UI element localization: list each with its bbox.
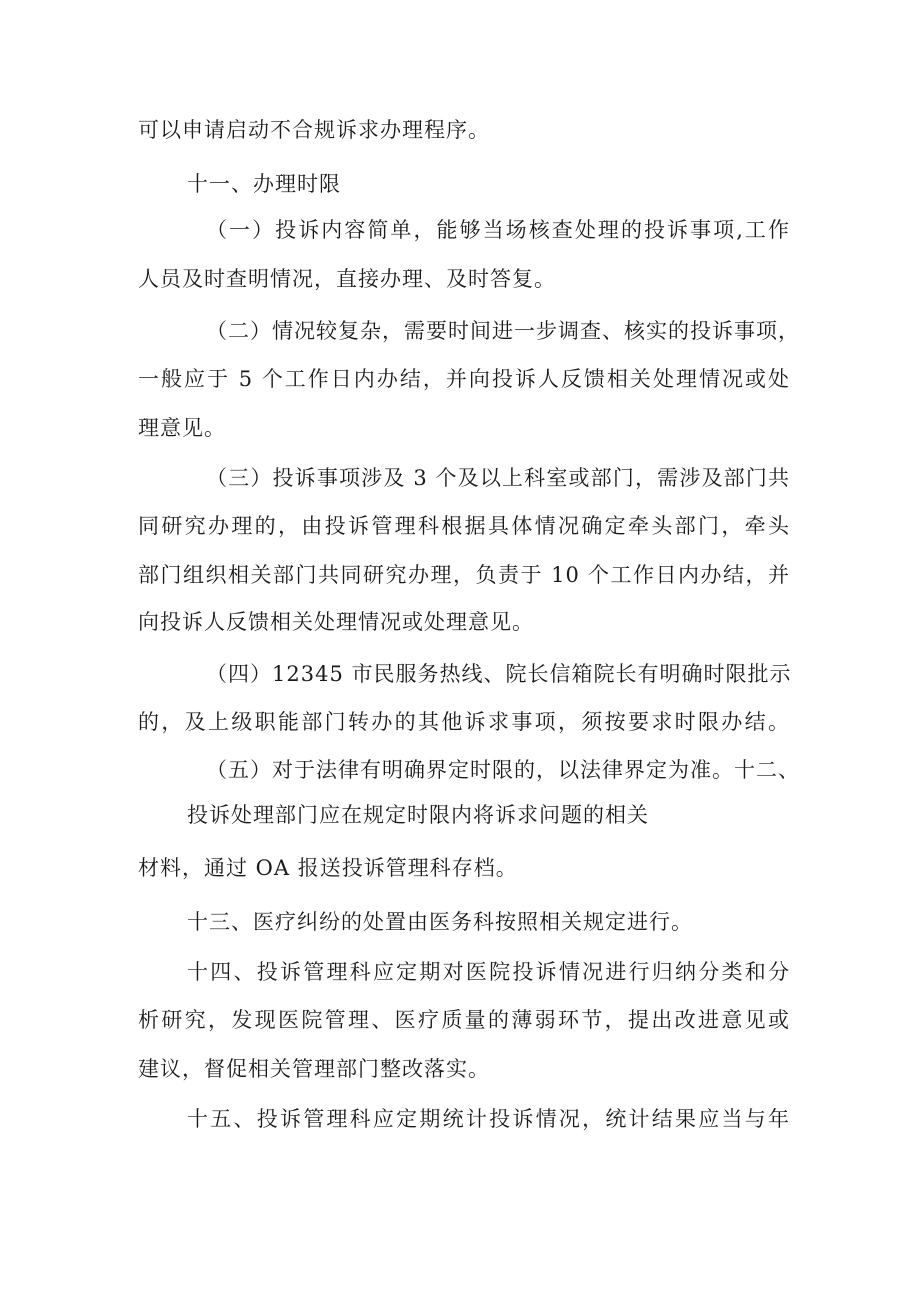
text-line: 理意见。 xyxy=(138,416,226,440)
text-line: 可以申请启动不合规诉求办理程序。 xyxy=(138,118,490,142)
text-line: 投诉处理部门应在规定时限内将诉求问题的相关 xyxy=(187,803,649,827)
text-line: 建议，督促相关管理部门整改落实。 xyxy=(138,1057,490,1081)
section-heading: 十四、投诉管理科应定期对医院投诉情况进行归纳分类和分 xyxy=(187,960,790,984)
text-line: （四）12345 市民服务热线、院长信箱院长有明确时限批示 xyxy=(206,662,792,686)
text-line: 析研究，发现医院管理、医疗质量的薄弱环节，提出改进意见或 xyxy=(138,1008,790,1032)
text-line: 同研究办理的，由投诉管理科根据具体情况确定牵头部门，牵头 xyxy=(138,514,790,538)
text-line: 材料，通过 OA 报送投诉管理科存档。 xyxy=(138,856,518,880)
text-line: 人员及时查明情况，直接办理、及时答复。 xyxy=(138,267,556,291)
text-line: 一般应于 5 个工作日内办结，并向投诉人反馈相关处理情况或处 xyxy=(138,367,790,391)
text-line: 向投诉人反馈相关处理情况或处理意见。 xyxy=(138,610,534,634)
section-heading: 十三、医疗纠纷的处置由医务科按照相关规定进行。 xyxy=(187,910,693,934)
text-line: （五）对于法律有明确界定时限的，以法律界定为准。十二、 xyxy=(206,758,800,782)
text-line: 的，及上级职能部门转办的其他诉求事项，须按要求时限办结。 xyxy=(138,710,790,734)
text-line: （一）投诉内容简单，能够当场核查处理的投诉事项,工作 xyxy=(206,218,790,242)
section-heading: 十五、投诉管理科应定期统计投诉情况，统计结果应当与年 xyxy=(187,1107,790,1131)
section-heading: 十一、办理时限 xyxy=(187,172,341,196)
text-line: 部门组织相关部门共同研究办理，负责于 10 个工作日内办结，并 xyxy=(138,563,790,587)
text-line: （二）情况较复杂，需要时间进一步调查、核实的投诉事项， xyxy=(206,319,800,343)
text-line: （三）投诉事项涉及 3 个及以上科室或部门，需涉及部门共 xyxy=(206,466,790,490)
